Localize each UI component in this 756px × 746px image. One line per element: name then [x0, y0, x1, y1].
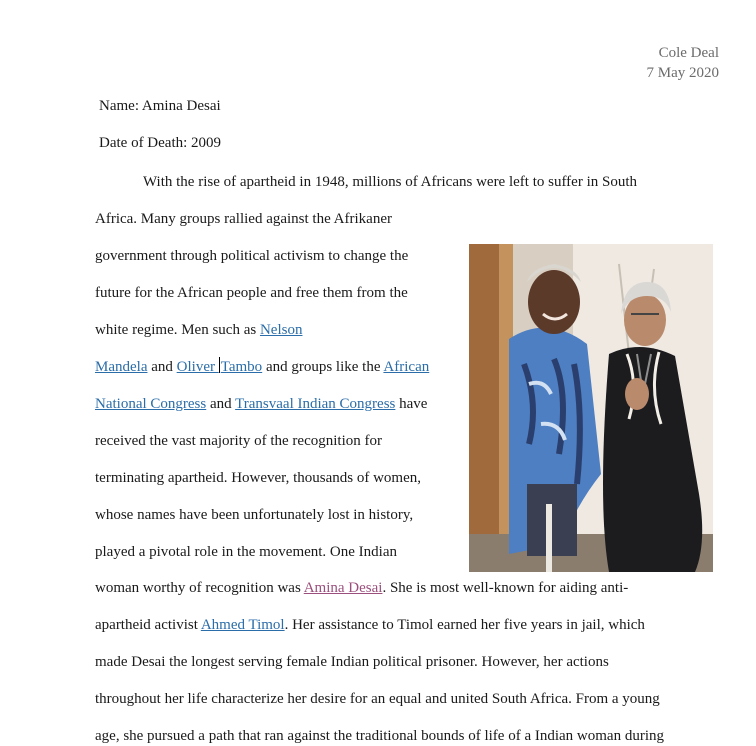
body-line-12 — [95, 578, 628, 598]
link-amina-desai[interactable]: Amina Desai — [303, 580, 383, 596]
name-value: Amina Desai — [141, 98, 221, 114]
link-nelson[interactable]: Nelson — [259, 322, 303, 338]
text-run: . Her assistance to Timol earned her five years in jail, which — [284, 617, 645, 633]
header-date: 7 May 2020 — [646, 65, 719, 81]
link-anc-cont[interactable]: National Congress — [95, 396, 207, 412]
photo-mandela-desai — [469, 244, 713, 572]
text-run: and — [147, 359, 177, 375]
text-cursor — [219, 357, 220, 373]
body-line-15: throughout her life characterize her desire for an equal and united South Africa. From a young — [95, 691, 660, 707]
body-line-5 — [95, 320, 302, 340]
text-run: white regime. Men such as — [95, 322, 260, 338]
text-run: woman worthy of recognition was — [95, 580, 304, 596]
name-line — [99, 96, 221, 116]
body-line-9: terminating apartheid. However, thousands of women, — [95, 470, 421, 486]
link-mandela[interactable]: Mandela — [95, 359, 148, 375]
body-line-16: age, she pursued a path that ran against the traditional bounds of life of a Indian woman during — [95, 728, 665, 744]
body-line-10: whose names have been unfortunately lost in history, — [95, 507, 414, 523]
header-author: Cole Deal — [658, 45, 719, 61]
link-oliver[interactable]: Oliver — [176, 359, 219, 375]
death-value: 2009 — [191, 135, 222, 151]
body-line-3: government through political activism to change the — [95, 248, 409, 264]
body-line-11: played a pivotal role in the movement. One Indian — [95, 544, 397, 560]
link-anc[interactable]: African — [383, 359, 430, 375]
text-run: have — [395, 396, 428, 412]
name-label: Name: — [99, 98, 139, 114]
text-run: . She is most well-known for aiding anti- — [382, 580, 629, 596]
body-line-2: Africa. Many groups rallied against the Afrikaner — [95, 211, 392, 227]
link-tambo[interactable]: Tambo — [220, 359, 263, 375]
link-tic[interactable]: Transvaal Indian Congress — [235, 396, 396, 412]
body-line-14: made Desai the longest serving female Indian political prisoner. However, her actions — [95, 654, 609, 670]
body-line-8: received the vast majority of the recognition for — [95, 433, 382, 449]
body-line-4: future for the African people and free them from the — [95, 285, 408, 301]
link-ahmed-timol[interactable]: Ahmed Timol — [200, 617, 285, 633]
text-run: and groups like the — [262, 359, 384, 375]
death-line — [99, 133, 221, 153]
body-line-7 — [95, 394, 427, 414]
text-run: and — [206, 396, 236, 412]
body-line-1: With the rise of apartheid in 1948, millions of Africans were left to suffer in South — [143, 174, 638, 190]
death-label: Date of Death: — [99, 135, 188, 151]
body-line-13 — [95, 615, 645, 635]
photo-illustration — [469, 244, 713, 572]
text-run: apartheid activist — [95, 617, 201, 633]
body-line-6 — [95, 357, 429, 377]
